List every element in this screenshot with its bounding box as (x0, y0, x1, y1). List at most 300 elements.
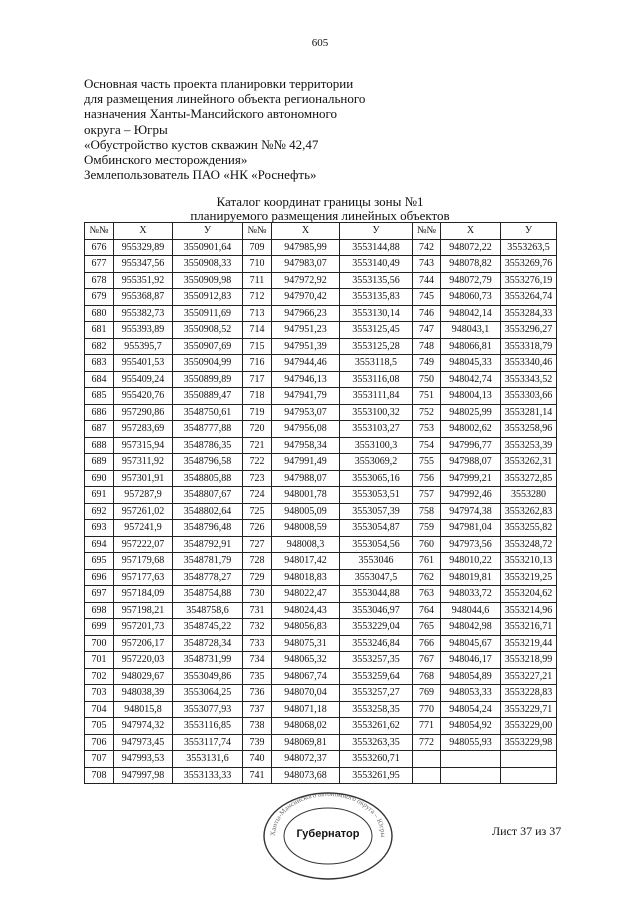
table-cell: 688 (85, 437, 114, 454)
table-cell: 957315,94 (114, 437, 173, 454)
table-cell: 719 (243, 404, 272, 421)
table-cell: 947944,46 (272, 355, 340, 372)
table-cell: 697 (85, 586, 114, 603)
header-line: для размещения линейного объекта регионального (84, 91, 366, 107)
table-cell (501, 767, 557, 784)
table-cell: 947993,53 (114, 751, 173, 768)
table-cell: 947956,08 (272, 421, 340, 438)
table-row (85, 272, 557, 289)
table-cell: 712 (243, 289, 272, 306)
table-cell: 948005,09 (272, 503, 340, 520)
table-cell: 947974,38 (441, 503, 501, 520)
column-header: №№ (85, 223, 114, 240)
table-cell: 696 (85, 569, 114, 586)
table-cell: 3548778,27 (173, 569, 243, 586)
table-cell: 761 (413, 553, 441, 570)
table-cell: 751 (413, 388, 441, 405)
table-cell: 713 (243, 305, 272, 322)
table-cell: 948067,74 (272, 668, 340, 685)
table-cell: 948038,39 (114, 685, 173, 702)
table-cell: 3553276,19 (501, 272, 557, 289)
table-cell (413, 751, 441, 768)
table-cell: 948070,04 (272, 685, 340, 702)
table-cell: 3548777,88 (173, 421, 243, 438)
table-cell: 957290,86 (114, 404, 173, 421)
table-cell: 715 (243, 338, 272, 355)
table-cell: 3553260,71 (340, 751, 413, 768)
table-cell: 957177,63 (114, 569, 173, 586)
table-cell: 3553065,16 (340, 470, 413, 487)
table-cell: 3550907,69 (173, 338, 243, 355)
table-cell: 702 (85, 668, 114, 685)
table-cell: 681 (85, 322, 114, 339)
table-cell: 947992,46 (441, 487, 501, 504)
table-cell: 948056,83 (272, 619, 340, 636)
table-cell: 955329,89 (114, 239, 173, 256)
table-cell: 948054,89 (441, 668, 501, 685)
table-cell: 676 (85, 239, 114, 256)
table-cell: 947997,98 (114, 767, 173, 784)
table-cell: 762 (413, 569, 441, 586)
table-row (85, 751, 557, 768)
table-row (85, 569, 557, 586)
table-cell: 3553131,6 (173, 751, 243, 768)
sheet-counter: Лист 37 из 37 (492, 824, 562, 838)
table-cell: 948068,02 (272, 718, 340, 735)
table-row (85, 536, 557, 553)
table-cell: 3553257,27 (340, 685, 413, 702)
table-cell: 3553069,2 (340, 454, 413, 471)
table-cell: 687 (85, 421, 114, 438)
coordinates-table (84, 222, 557, 784)
table-cell: 948022,47 (272, 586, 340, 603)
table-cell: 948019,81 (441, 569, 501, 586)
table-cell: 3548805,88 (173, 470, 243, 487)
table-cell: 3553303,66 (501, 388, 557, 405)
table-cell: 948042,74 (441, 371, 501, 388)
table-cell: 948010,22 (441, 553, 501, 570)
table-row (85, 520, 557, 537)
table-cell: 768 (413, 668, 441, 685)
table-cell: 3548796,48 (173, 520, 243, 537)
table-cell: 737 (243, 701, 272, 718)
table-cell: 3553125,28 (340, 338, 413, 355)
table-cell: 754 (413, 437, 441, 454)
table-cell: 717 (243, 371, 272, 388)
table-cell: 3553261,62 (340, 718, 413, 735)
table-cell: 3548802,64 (173, 503, 243, 520)
table-cell: 3553229,04 (340, 619, 413, 636)
table-cell: 767 (413, 652, 441, 669)
table-cell: 3553263,5 (501, 239, 557, 256)
table-cell: 770 (413, 701, 441, 718)
table-cell: 948008,3 (272, 536, 340, 553)
table-row (85, 289, 557, 306)
table-row (85, 421, 557, 438)
table-cell: 772 (413, 734, 441, 751)
table-cell: 948078,82 (441, 256, 501, 273)
table-cell: 720 (243, 421, 272, 438)
table-cell: 3550901,64 (173, 239, 243, 256)
table-row (85, 322, 557, 339)
table-cell: 728 (243, 553, 272, 570)
table-cell (501, 751, 557, 768)
table-cell: 3553057,39 (340, 503, 413, 520)
column-header: №№ (243, 223, 272, 240)
table-cell: 704 (85, 701, 114, 718)
table-cell: 3553229,98 (501, 734, 557, 751)
table-cell: 947991,49 (272, 454, 340, 471)
table-cell: 732 (243, 619, 272, 636)
table-cell: 3553272,85 (501, 470, 557, 487)
table-cell: 948044,6 (441, 602, 501, 619)
table-row (85, 553, 557, 570)
table-cell: 3550908,52 (173, 322, 243, 339)
table-cell: 3553281,14 (501, 404, 557, 421)
table-cell: 3553263,35 (340, 734, 413, 751)
table-cell: 957201,73 (114, 619, 173, 636)
table-cell: 3553318,79 (501, 338, 557, 355)
table-cell: 947958,34 (272, 437, 340, 454)
table-cell: 3553047,5 (340, 569, 413, 586)
table-cell: 3553064,25 (173, 685, 243, 702)
table-cell: 3553248,72 (501, 536, 557, 553)
stamp-label: Губернатор (296, 828, 360, 840)
header-line: Основная часть проекта планировки территории (84, 76, 354, 91)
table-cell: 948045,67 (441, 635, 501, 652)
table-cell: 948073,68 (272, 767, 340, 784)
table-cell: 3553227,21 (501, 668, 557, 685)
table-row (85, 388, 557, 405)
table-cell: 948069,81 (272, 734, 340, 751)
table-row (85, 355, 557, 372)
table-cell: 955368,87 (114, 289, 173, 306)
table-row (85, 701, 557, 718)
table-cell: 709 (243, 239, 272, 256)
table-cell: 948075,31 (272, 635, 340, 652)
table-cell: 3553210,13 (501, 553, 557, 570)
table-cell: 948015,8 (114, 701, 173, 718)
table-cell: 948072,79 (441, 272, 501, 289)
table-cell (441, 751, 501, 768)
table-cell: 947966,23 (272, 305, 340, 322)
caption-line: планируемого размещения линейных объектов (190, 208, 450, 223)
table-cell: 707 (85, 751, 114, 768)
table-row (85, 734, 557, 751)
table-cell: 957184,09 (114, 586, 173, 603)
table-row (85, 454, 557, 471)
table-cell: 955382,73 (114, 305, 173, 322)
table-cell: 3553284,33 (501, 305, 557, 322)
table-cell: 748 (413, 338, 441, 355)
table-cell: 948008,59 (272, 520, 340, 537)
table-cell: 3553218,99 (501, 652, 557, 669)
table-cell: 749 (413, 355, 441, 372)
table-cell: 741 (243, 767, 272, 784)
table-cell: 730 (243, 586, 272, 603)
page-number: 605 (311, 37, 329, 49)
table-cell: 955347,56 (114, 256, 173, 273)
table-cell: 947988,07 (441, 454, 501, 471)
table-cell: 691 (85, 487, 114, 504)
table-cell: 955420,76 (114, 388, 173, 405)
table-cell: 3553253,39 (501, 437, 557, 454)
table-cell: 760 (413, 536, 441, 553)
table-row (85, 404, 557, 421)
table-cell: 724 (243, 487, 272, 504)
table-cell: 769 (413, 685, 441, 702)
table-cell: 947972,92 (272, 272, 340, 289)
table-body (85, 239, 557, 784)
table-cell: 747 (413, 322, 441, 339)
table-cell: 714 (243, 322, 272, 339)
table-cell: 679 (85, 289, 114, 306)
table-row (85, 619, 557, 636)
table-cell: 947988,07 (272, 470, 340, 487)
table-row (85, 652, 557, 669)
table-cell: 683 (85, 355, 114, 372)
table-cell: 3553046 (340, 553, 413, 570)
table-cell: 710 (243, 256, 272, 273)
column-header: X (272, 223, 340, 240)
table-cell: 3548728,34 (173, 635, 243, 652)
table-cell: 3553111,84 (340, 388, 413, 405)
table-cell: 955351,92 (114, 272, 173, 289)
table-cell: 957198,21 (114, 602, 173, 619)
table-cell: 739 (243, 734, 272, 751)
table-cell: 3553343,52 (501, 371, 557, 388)
table-cell: 957241,9 (114, 520, 173, 537)
table-cell: 3553229,71 (501, 701, 557, 718)
table-cell: 3550899,89 (173, 371, 243, 388)
table-cell: 3553258,35 (340, 701, 413, 718)
table-cell: 3548786,35 (173, 437, 243, 454)
table-cell: 3553100,3 (340, 437, 413, 454)
table-cell: 721 (243, 437, 272, 454)
table-cell: 3553219,44 (501, 635, 557, 652)
table-cell: 677 (85, 256, 114, 273)
table-cell: 744 (413, 272, 441, 289)
table-cell: 3553246,84 (340, 635, 413, 652)
table-cell: 731 (243, 602, 272, 619)
table-cell: 948046,17 (441, 652, 501, 669)
table-cell: 3553262,83 (501, 503, 557, 520)
table-cell: 750 (413, 371, 441, 388)
table-cell: 734 (243, 652, 272, 669)
table-cell: 3553280 (501, 487, 557, 504)
table-cell: 947973,45 (114, 734, 173, 751)
table-cell: 727 (243, 536, 272, 553)
table-cell: 3553214,96 (501, 602, 557, 619)
table-cell: 3553044,88 (340, 586, 413, 603)
table-cell: 3553133,33 (173, 767, 243, 784)
table-cell: 690 (85, 470, 114, 487)
table-cell: 752 (413, 404, 441, 421)
table-cell: 948065,32 (272, 652, 340, 669)
table-cell: 682 (85, 338, 114, 355)
table-cell: 955401,53 (114, 355, 173, 372)
table-cell: 708 (85, 767, 114, 784)
column-header: X (441, 223, 501, 240)
table-cell: 957301,91 (114, 470, 173, 487)
table-row (85, 602, 557, 619)
table-cell: 957220,03 (114, 652, 173, 669)
stamp-ring-text: Ханты-Мансийского автономного округа – Югры (268, 790, 388, 838)
table-cell (441, 767, 501, 784)
table-cell: 948060,73 (441, 289, 501, 306)
table-cell: 3550912,83 (173, 289, 243, 306)
table-cell: 725 (243, 503, 272, 520)
header-line: назначения Ханты-Мансийского автономного (84, 106, 338, 122)
table-row (85, 470, 557, 487)
table-cell: 723 (243, 470, 272, 487)
table-cell: 716 (243, 355, 272, 372)
table-row (85, 635, 557, 652)
column-header: У (501, 223, 557, 240)
table-cell: 3553103,27 (340, 421, 413, 438)
table-row (85, 239, 557, 256)
table-cell: 948071,18 (272, 701, 340, 718)
table-cell: 3553258,96 (501, 421, 557, 438)
table-cell: 700 (85, 635, 114, 652)
table-cell: 735 (243, 668, 272, 685)
table-cell: 957287,9 (114, 487, 173, 504)
column-header: У (173, 223, 243, 240)
table-cell: 948018,83 (272, 569, 340, 586)
table-cell: 757 (413, 487, 441, 504)
table-cell: 746 (413, 305, 441, 322)
table-cell: 689 (85, 454, 114, 471)
table-cell: 3553269,76 (501, 256, 557, 273)
table-cell: 763 (413, 586, 441, 603)
table-cell: 3550911,69 (173, 305, 243, 322)
table-cell: 3553257,35 (340, 652, 413, 669)
table-cell: 948043,1 (441, 322, 501, 339)
table-row (85, 718, 557, 735)
table-cell: 692 (85, 503, 114, 520)
table-cell: 3553135,56 (340, 272, 413, 289)
table-cell: 3548750,61 (173, 404, 243, 421)
table-cell: 3548758,6 (173, 602, 243, 619)
table-cell: 948029,67 (114, 668, 173, 685)
table-cell (413, 767, 441, 784)
table-cell: 947973,56 (441, 536, 501, 553)
table-caption (84, 195, 556, 223)
table-cell: 3553117,74 (173, 734, 243, 751)
table-cell: 678 (85, 272, 114, 289)
table-cell: 3553130,14 (340, 305, 413, 322)
table-cell: 947981,04 (441, 520, 501, 537)
table-cell: 3553261,95 (340, 767, 413, 784)
table-cell: 743 (413, 256, 441, 273)
table-cell: 955395,7 (114, 338, 173, 355)
table-cell: 3553264,74 (501, 289, 557, 306)
table-cell: 680 (85, 305, 114, 322)
table-cell: 948002,62 (441, 421, 501, 438)
header-line: «Обустройство кустов скважин №№ 42,47 (84, 136, 319, 152)
table-row (85, 437, 557, 454)
table-cell: 3548754,88 (173, 586, 243, 603)
table-cell: 3553296,27 (501, 322, 557, 339)
table-cell: 3553204,62 (501, 586, 557, 603)
table-cell: 755 (413, 454, 441, 471)
table-cell: 948055,93 (441, 734, 501, 751)
table-cell: 947983,07 (272, 256, 340, 273)
table-cell: 957261,02 (114, 503, 173, 520)
column-header: №№ (413, 223, 441, 240)
table-cell: 684 (85, 371, 114, 388)
table-cell: 706 (85, 734, 114, 751)
table-cell: 745 (413, 289, 441, 306)
table-cell: 3553054,56 (340, 536, 413, 553)
table-cell: 764 (413, 602, 441, 619)
table-cell: 948025,99 (441, 404, 501, 421)
table-cell: 947999,21 (441, 470, 501, 487)
table-row (85, 668, 557, 685)
table-cell: 726 (243, 520, 272, 537)
table-cell: 771 (413, 718, 441, 735)
table-cell: 957206,17 (114, 635, 173, 652)
table-cell: 701 (85, 652, 114, 669)
table-cell: 759 (413, 520, 441, 537)
table-cell: 948066,81 (441, 338, 501, 355)
table-cell: 948072,22 (441, 239, 501, 256)
caption-line: Каталог координат границы зоны №1 (216, 194, 424, 209)
table-cell: 736 (243, 685, 272, 702)
table-cell: 3553262,31 (501, 454, 557, 471)
table-cell: 948042,14 (441, 305, 501, 322)
table-cell: 711 (243, 272, 272, 289)
table-cell: 722 (243, 454, 272, 471)
table-row (85, 256, 557, 273)
table-cell: 3548731,99 (173, 652, 243, 669)
table-row (85, 767, 557, 784)
table-cell: 957283,69 (114, 421, 173, 438)
table-cell: 948053,33 (441, 685, 501, 702)
table-cell: 3553219,25 (501, 569, 557, 586)
table-cell: 3553046,97 (340, 602, 413, 619)
table-cell: 3553116,85 (173, 718, 243, 735)
table-cell: 947941,79 (272, 388, 340, 405)
table-cell: 955409,24 (114, 371, 173, 388)
table-cell: 948054,92 (441, 718, 501, 735)
table-cell: 948042,98 (441, 619, 501, 636)
table-cell: 693 (85, 520, 114, 537)
table-cell: 3553118,5 (340, 355, 413, 372)
table-cell: 948072,37 (272, 751, 340, 768)
table-cell: 948017,42 (272, 553, 340, 570)
table-cell: 3553135,83 (340, 289, 413, 306)
table-cell: 729 (243, 569, 272, 586)
header-line: Землепользователь ПАО «НК «Роснефть» (84, 167, 317, 183)
table-cell: 3553125,45 (340, 322, 413, 339)
table-row (85, 503, 557, 520)
document-header (84, 76, 414, 182)
table-cell: 3548745,22 (173, 619, 243, 636)
table-cell: 3550909,98 (173, 272, 243, 289)
table-cell: 733 (243, 635, 272, 652)
table-cell: 947951,39 (272, 338, 340, 355)
table-cell: 3548792,91 (173, 536, 243, 553)
table-cell: 948045,33 (441, 355, 501, 372)
table-cell: 3553255,82 (501, 520, 557, 537)
table-cell: 695 (85, 553, 114, 570)
table-cell: 3548807,67 (173, 487, 243, 504)
table-row (85, 338, 557, 355)
header-line: округа – Югры (84, 121, 168, 137)
table-cell: 957311,92 (114, 454, 173, 471)
table-cell: 742 (413, 239, 441, 256)
